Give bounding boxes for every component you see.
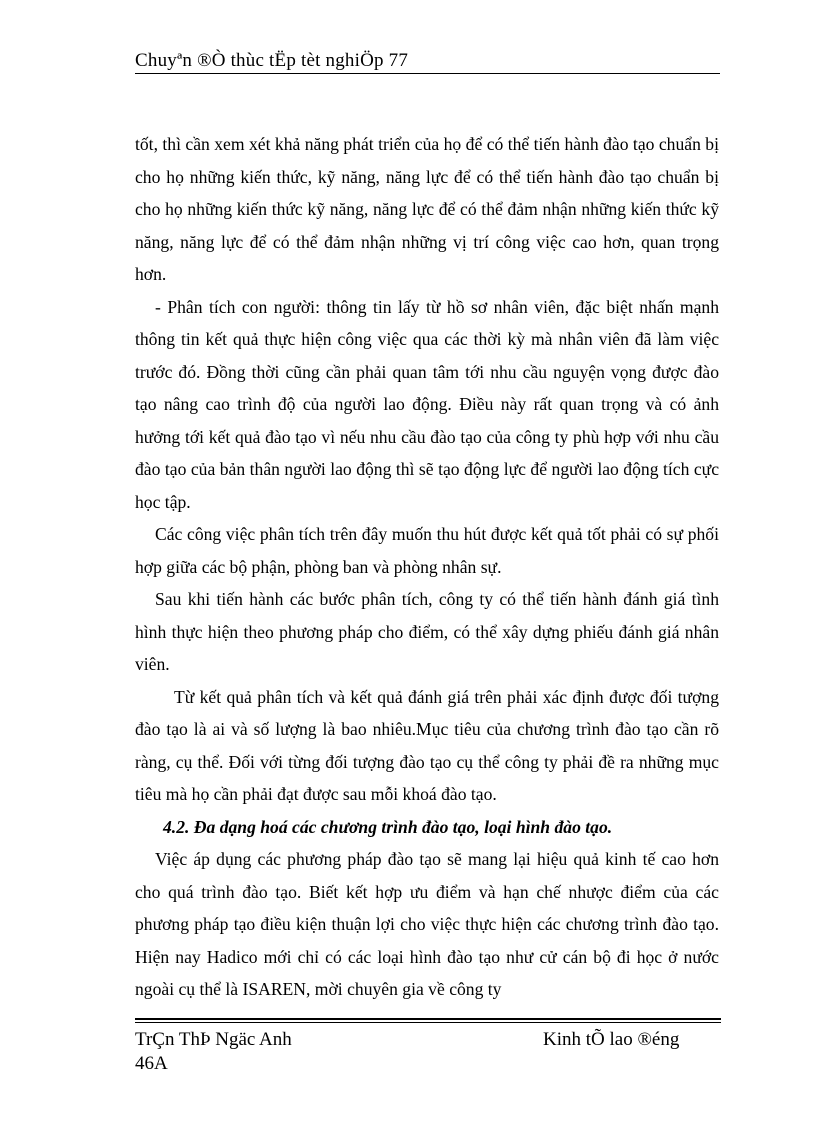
section-heading: 4.2. Đa dạng hoá các chương trình đào tạo, loại hình đào tạo.	[163, 816, 613, 837]
page-header	[135, 50, 720, 72]
footer-rule-thick	[135, 1018, 721, 1020]
paragraph-1: tốt, thì cần xem xét khả năng phát triển của họ để có thể tiến hành đào tạo chuẩn bị cho họ những kiến thức, kỹ năng, năng lực để có thể tiến hành đào tạo chuẩn bị cho họ những kiến thức kỹ năng, năng lực để có thể đảm nhận những kiến thức kỹ năng, năng lực để có thể đảm nhận những vị trí công việc cao hơn, quan trọng hơn.	[135, 134, 719, 284]
footer-rules	[135, 1018, 721, 1023]
header-title: Chuyªn ®Ò thùc tËp tèt nghiÖp 77	[135, 50, 409, 71]
footer-rule-thin	[135, 1022, 721, 1023]
paragraph-2: - Phân tích con người: thông tin lấy từ hồ sơ nhân viên, đặc biệt nhấn mạnh thông tin kết quả thực hiện công việc qua các thời kỳ mà nhân viên đã làm việc trước đó. Đồng thời cũng cần phải quan tâm tới nhu cầu nguyện vọng được đào tạo nâng cao trình độ của người lao động. Điều này rất quan trọng và có ảnh hưởng tới kết quả đào tạo vì nếu nhu cầu đào tạo của công ty phù hợp với nhu cầu đào tạo của bản thân người lao động thì sẽ tạo động lực để người lao động tích cực học tập.	[135, 296, 719, 512]
header-rule	[135, 73, 720, 74]
paragraph-5: Từ kết quả phân tích và kết quả đánh giá trên phải xác định được đối tượng đào tạo là ai và số lượng là bao nhiêu.Mục tiêu của chương trình đào tạo cần rõ ràng, cụ thể. Đối với từng đối tượng đào tạo cụ thể công ty phải đề ra những mục tiêu mà họ cần phải đạt được sau mỗi khoá đào tạo.	[135, 686, 719, 804]
paragraph-6: Việc áp dụng các phương pháp đào tạo sẽ mang lại hiệu quả kinh tế cao hơn cho quá trình đào tạo. Biết kết hợp ưu điểm và hạn chế nhược điểm của các phương pháp tạo điều kiện thuận lợi cho việc thực hiện các chương trình đào tạo. Hiện nay Hadico mới chỉ có các loại hình đào tạo như cử cán bộ đi học ở nước ngoài cụ thể là ISAREN, mời chuyên gia về công ty	[135, 849, 719, 999]
footer-department: Kinh tÕ lao ®éng	[543, 1029, 680, 1050]
footer-author: TrÇn ThÞ Ngäc Anh	[135, 1029, 292, 1050]
footer-class: 46A	[135, 1053, 168, 1074]
document-body	[135, 128, 719, 1006]
paragraph-4: Sau khi tiến hành các bước phân tích, công ty có thể tiến hành đánh giá tình hình thực hiện theo phương pháp cho điểm, có thể xây dựng phiếu đánh giá nhân viên.	[135, 589, 719, 674]
paragraph-3: Các công việc phân tích trên đây muốn thu hút được kết quả tốt phải có sự phối hợp giữa các bộ phận, phòng ban và phòng nhân sự.	[135, 524, 719, 577]
